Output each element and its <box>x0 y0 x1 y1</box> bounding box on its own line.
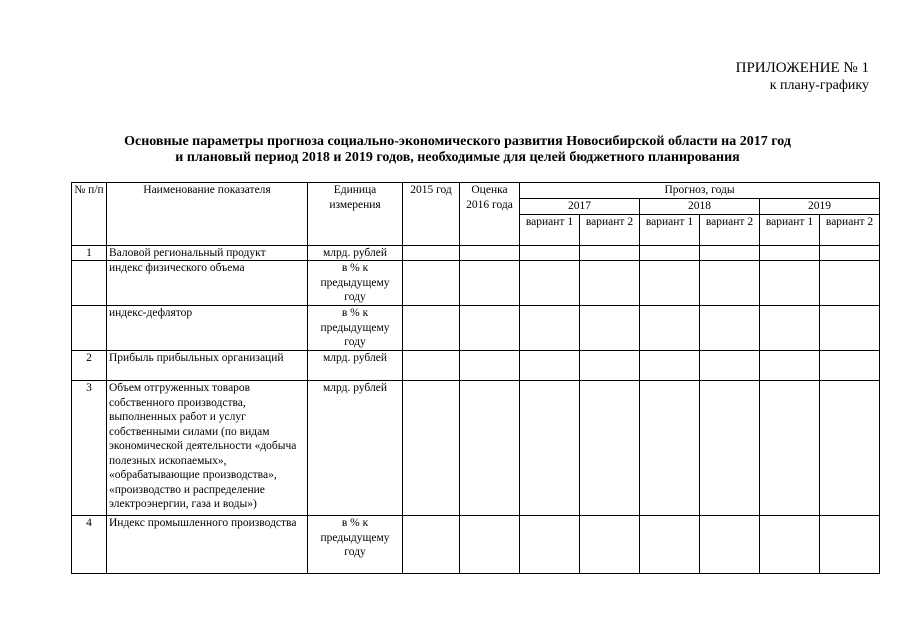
appendix-block <box>736 60 869 94</box>
cell-empty <box>403 306 460 351</box>
cell-empty <box>520 306 580 351</box>
header-2015: 2015 год <box>403 183 460 246</box>
cell-empty <box>403 261 460 306</box>
cell-empty <box>700 306 760 351</box>
header-year-2019: 2019 <box>760 199 880 215</box>
cell-empty <box>700 261 760 306</box>
row-name: Валовой региональный продукт <box>107 245 308 261</box>
cell-empty <box>640 306 700 351</box>
cell-empty <box>640 381 700 516</box>
header-2019-variant-2: вариант 2 <box>820 214 880 245</box>
row-name: Объем отгруженных товаров собственного производства, выполненных работ и услуг собственными силами (по видам экономической деятельности «добыча полезных ископаемых», «обрабатывающие производства», «производство и распределение электроэнергии, газа и воды») <box>107 381 308 516</box>
cell-empty <box>403 381 460 516</box>
cell-empty <box>460 306 520 351</box>
cell-empty <box>640 245 700 261</box>
table-row <box>72 381 880 516</box>
header-2017-variant-2: вариант 2 <box>580 214 640 245</box>
table-row <box>72 351 880 381</box>
cell-empty <box>820 516 880 574</box>
header-unit: Единица измерения <box>308 183 403 246</box>
row-name: индекс физического объема <box>107 261 308 306</box>
cell-empty <box>403 516 460 574</box>
header-forecast: Прогноз, годы <box>520 183 880 199</box>
cell-empty <box>640 351 700 381</box>
row-num: 4 <box>72 516 107 574</box>
cell-empty <box>460 261 520 306</box>
header-2017-variant-1: вариант 1 <box>520 214 580 245</box>
row-num: 2 <box>72 351 107 381</box>
cell-empty <box>580 351 640 381</box>
row-name: Индекс промышленного производства <box>107 516 308 574</box>
cell-empty <box>760 306 820 351</box>
cell-empty <box>820 245 880 261</box>
cell-empty <box>700 245 760 261</box>
header-2018-variant-2: вариант 2 <box>700 214 760 245</box>
appendix-reference: к плану-графику <box>769 78 869 93</box>
cell-empty <box>760 261 820 306</box>
row-num <box>72 306 107 351</box>
row-unit: млрд. рублей <box>308 245 403 261</box>
appendix-number: ПРИЛОЖЕНИЕ № 1 <box>735 60 869 76</box>
header-name: Наименование показателя <box>107 183 308 246</box>
header-2019-variant-1: вариант 1 <box>760 214 820 245</box>
cell-empty <box>460 381 520 516</box>
header-2018-variant-1: вариант 1 <box>640 214 700 245</box>
cell-empty <box>403 245 460 261</box>
cell-empty <box>820 351 880 381</box>
parameters-table <box>71 182 880 574</box>
row-unit: млрд. рублей <box>308 381 403 516</box>
row-unit: млрд. рублей <box>308 351 403 381</box>
cell-empty <box>520 381 580 516</box>
table-row <box>72 516 880 574</box>
cell-empty <box>820 381 880 516</box>
cell-empty <box>820 261 880 306</box>
cell-empty <box>580 245 640 261</box>
cell-empty <box>760 245 820 261</box>
cell-empty <box>580 306 640 351</box>
cell-empty <box>760 516 820 574</box>
cell-empty <box>700 516 760 574</box>
cell-empty <box>580 261 640 306</box>
cell-empty <box>520 516 580 574</box>
table-row <box>72 245 880 261</box>
document-title <box>60 134 855 166</box>
row-unit: в % к предыдущему году <box>308 261 403 306</box>
header-year-2017: 2017 <box>520 199 640 215</box>
cell-empty <box>640 516 700 574</box>
row-unit: в % к предыдущему году <box>308 516 403 574</box>
row-num <box>72 261 107 306</box>
cell-empty <box>640 261 700 306</box>
title-line-2: и плановый период 2018 и 2019 годов, необходимые для целей бюджетного планирования <box>175 150 740 165</box>
cell-empty <box>580 516 640 574</box>
cell-empty <box>520 351 580 381</box>
row-name: индекс-дефлятор <box>107 306 308 351</box>
cell-empty <box>820 306 880 351</box>
cell-empty <box>760 381 820 516</box>
cell-empty <box>520 245 580 261</box>
cell-empty <box>760 351 820 381</box>
row-name: Прибыль прибыльных организаций <box>107 351 308 381</box>
cell-empty <box>460 351 520 381</box>
cell-empty <box>700 351 760 381</box>
cell-empty <box>520 261 580 306</box>
title-line-1: Основные параметры прогноза социально-экономического развития Новосибирской области на 2017 год <box>124 134 791 149</box>
cell-empty <box>403 351 460 381</box>
table-row <box>72 306 880 351</box>
cell-empty <box>460 245 520 261</box>
cell-empty <box>700 381 760 516</box>
header-estimate-2016: Оценка 2016 года <box>460 183 520 246</box>
row-num: 1 <box>72 245 107 261</box>
header-row-1 <box>72 183 880 199</box>
row-unit: в % к предыдущему году <box>308 306 403 351</box>
table-row <box>72 261 880 306</box>
cell-empty <box>580 381 640 516</box>
header-num: № п/п <box>72 183 107 246</box>
cell-empty <box>460 516 520 574</box>
row-num: 3 <box>72 381 107 516</box>
header-year-2018: 2018 <box>640 199 760 215</box>
